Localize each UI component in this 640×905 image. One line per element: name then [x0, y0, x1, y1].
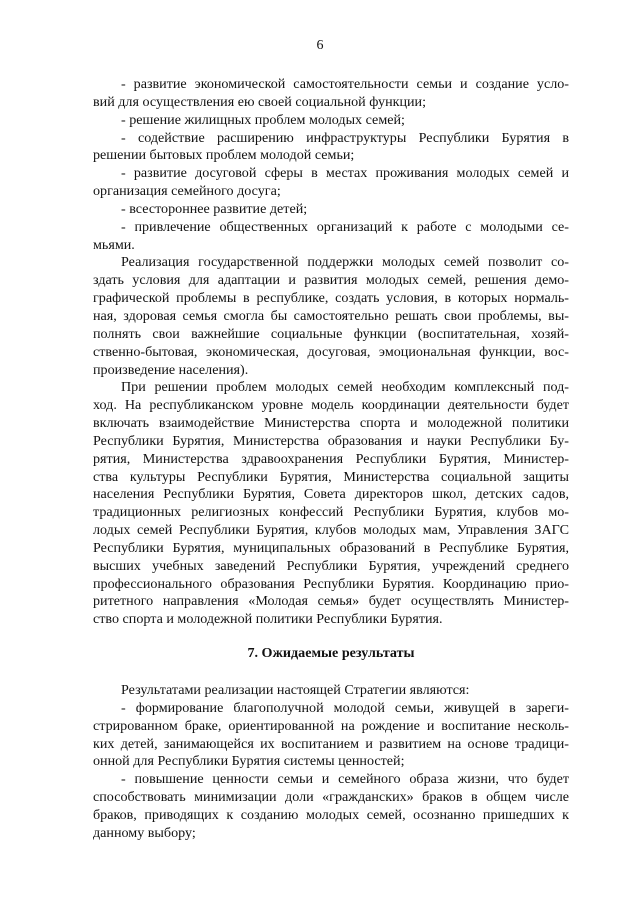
text-line: ство спорта и молодежной политики Республики Бурятия. [93, 611, 443, 628]
text-line: рятия, Министерства здравоохранения Республики Бурятия, Министер- [93, 450, 569, 467]
text-line: ритетного направления «Молодая семья» будет осуществлять Министер- [93, 593, 569, 610]
text-line: - развитие экономической самостоятельности семьи и создание усло- [121, 76, 569, 92]
text-line: ная, здоровая семья смогла бы самостоятельно решать свои проблемы, вы- [93, 307, 569, 324]
text-line: - привлечение общественных организаций к работе с молодыми се- [121, 218, 569, 235]
text-line: Реализация государственной поддержки молодых семей позволит со- [121, 254, 569, 271]
text-line: - решение жилищных проблем молодых семей; [121, 111, 405, 128]
text-line: Результатами реализации настоящей Стратегии являются: [121, 682, 470, 698]
text-line: браков, приводящих к созданию молодых семей, осознанно пришедших к [93, 806, 569, 823]
section-heading: 7. Ожидаемые результаты [247, 645, 415, 662]
text-line: - всестороннее развитие детей; [121, 200, 308, 217]
text-line: - повышение ценности семьи и семейного образа жизни, что будет [121, 771, 569, 788]
text-line: традиционных религиозных конфессий Республики Бурятия, клубов мо- [93, 504, 569, 521]
text-line: - развитие досуговой сферы в местах проживания молодых семей и [121, 165, 569, 182]
text-line: ход. На республиканском уровне модель координации деятельности будет [93, 397, 569, 414]
text-line: профессионального образования Республики Бурятия. Координацию прио- [93, 575, 569, 592]
text-line: При решении проблем молодых семей необходим комплексный под- [121, 379, 569, 396]
text-line: онной для Республики Бурятия системы ценностей; [93, 753, 405, 770]
text-line: вий для осуществления ею своей социальной функции; [93, 93, 427, 110]
text-block-before-heading [93, 76, 569, 629]
text-line: здать условия для адаптации и развития молодых семей, решения демо- [93, 272, 569, 289]
text-line: ственно-бытовая, экономическая, досуговая, эмоциональная функции, вос- [93, 343, 569, 360]
text-line: Республики Бурятия, муниципальных образований в Республике Бурятия, [93, 539, 569, 556]
text-line: - формирование благополучной молодой семьи, живущей в зареги- [121, 699, 569, 716]
text-line: способствовать минимизации доли «гражданских» браков в общем числе [93, 789, 569, 806]
text-line: мьями. [93, 236, 135, 253]
text-block-after-heading [93, 682, 569, 843]
text-line: населения Республики Бурятия, Совета директоров школ, детских садов, [93, 486, 569, 503]
document-body [93, 76, 569, 843]
text-line: решении бытовых проблем молодой семьи; [93, 147, 355, 164]
text-line: Республики Бурятия, Министерства образования и науки Республики Бу- [93, 432, 569, 449]
text-line: стрированном браке, ориентированной на рождение и воспитание несколь- [93, 717, 569, 734]
text-line: организация семейного досуга; [93, 183, 281, 200]
text-line: лодых семей Республики Бурятия, клубов молодых мам, Управления ЗАГС [93, 522, 569, 539]
text-line: ких детей, занимающейся их воспитанием и развитием на основе традици- [93, 735, 569, 752]
text-line: графической проблемы в республике, создать условия, в которых нормаль- [93, 290, 569, 307]
page-number: 6 [316, 38, 324, 53]
text-line: ства культуры Республики Бурятия, Министерства социальной защиты [93, 468, 569, 485]
text-line: - содействие расширению инфраструктуры Республики Бурятия в [121, 129, 569, 146]
text-line: высших учебных заведений Республики Бурятия, учреждений среднего [93, 557, 569, 574]
text-line: данному выбору; [93, 824, 196, 841]
text-line: произведение населения). [93, 361, 249, 378]
text-line: включать взаимодействие Министерства спорта и молодежной политики [93, 415, 569, 432]
text-line: полнять свои важнейшие социальные функции (воспитательная, хозяй- [93, 325, 569, 342]
